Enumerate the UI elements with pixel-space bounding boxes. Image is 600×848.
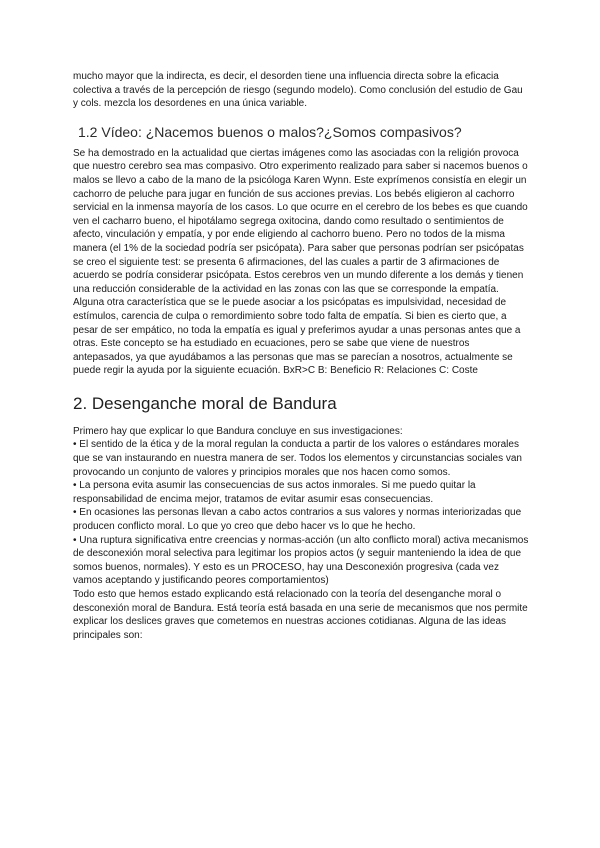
bullet-item: • El sentido de la ética y de la moral regulan la conducta a partir de los valores o estándares morales que se van instaurando en nuestra manera de ser. Todos los elementos y circunstancias sociales van provocando un conjunto de valores y principios morales que nos hacen como somos. [73,439,522,478]
subsection-paragraph: Se ha demostrado en la actualidad que ciertas imágenes como las asociadas con la religión provoca que nuestro cerebro sea mas compasivo. Otro experimento realizado para saber si nacemos buenos o malos se llevo a cabo de la mano de la psicóloga Karen Wynn. Este exprímenos consistía en elegir un cachorro de peluche para jugar en función de sus acciones previas. Los bebés eligieron al cachorro servicial en la inmensa mayoría de los casos. Lo que ocurre en el cerebro de los bebes es que cuando ven el cacharro bueno, el hipotálamo segrega oxitocina, dando como resultado o sentimientos de afecto, vinculación y empatía, y por ende eligiendo al cachorro bueno. Pero no todos de la misma manera (el 1% de la sociedad podría ser psicópata). Para saber que personas podrían ser psicópatas se creo el siguiente test: se presenta 6 afirmaciones, del las cuales a partir de 3 afirmaciones de acuerdo se podría considerar psicópata. Estos cerebros ven un mundo diferente a los demás y tienen una reducción considerable de la actividad en las zonas con las que se corresponde la empatía. Alguna otra característica que se le puede asociar a los psicópatas es impulsividad, necesidad de estímulos, carencia de culpa o remordimiento sobre todo falta de empatía. Si bien es cierto que, a pesar de ser empático, no toda la empatía es igual y preferimos ayudar a unas personas antes que a otras. Este concepto se ha estudiado en ecuaciones, pero se sabe que viene de nuestros antepasados, ya que ayudábamos a las personas que mas se parecían a nosotros, actualmente se puede regir la ayuda por la siguiente ecuación. BxR>C B: Beneficio R: Relaciones C: Coste [73,147,528,377]
page-content [73,70,529,642]
bullet-item: • La persona evita asumir las consecuencias de sus actos inmorales. Si me puedo quitar la responsabilidad de encima mejor, tratamos de evitar asumir esas consecuencias. [73,480,476,505]
intro-paragraph: mucho mayor que la indirecta, es decir, el desorden tiene una influencia directa sobre la eficacia colectiva a través de la percepción de riesgo (segundo modelo). Como conclusión del estudio de Gau y cols. mezcla los desordenes en una única variable. [73,71,523,110]
section-lead: Primero hay que explicar lo que Bandura concluye en sus investigaciones: [73,425,403,437]
bullet-item: • En ocasiones las personas llevan a cabo actos contrarios a sus valores y normas interiorizadas que producen conflicto moral. Lo que yo creo que debo hacer vs lo que he hecho. [73,507,522,533]
subsection-heading: 1.2 Vídeo: ¿Nacemos buenos o malos?¿Somos compasivos? [78,123,462,140]
section-heading: 2. Desenganche moral de Bandura [73,393,337,413]
bullet-item: • Una ruptura significativa entre creencias y normas-acción (un alto conflicto moral) activa mecanismos de desconexión moral selectiva para legitimar los propios actos (y seguir manteniendo la idea de que somos buenos, normales). Y esto es un PROCESO, hay una Desconexión progresiva (cada vez vamos aceptando y justificando peores comportamientos) [73,534,529,587]
closing-paragraph: Todo esto que hemos estado explicando está relacionado con la teoría del desenganche moral o desconexión moral de Bandura. Está teoría está basada en una serie de mecanismos que nos permite explicar los deslices graves que cometemos en nuestras acciones cotidianas. Alguna de las ideas principales son: [73,589,528,641]
